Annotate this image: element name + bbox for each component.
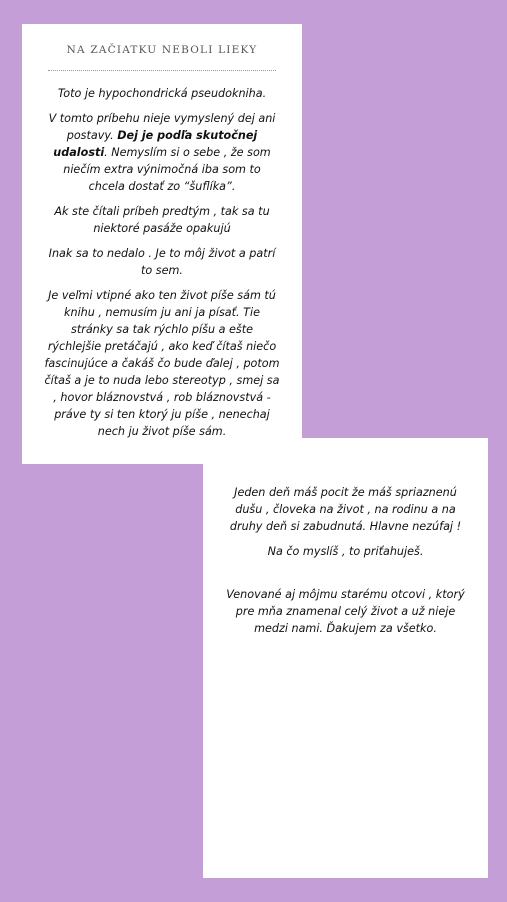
paragraph-repeat: Ak ste čítali príbeh predtým , tak sa tu niektoré pasáže opakujú bbox=[54, 205, 270, 235]
paragraph-story bbox=[44, 110, 280, 195]
paragraph-dedication: Venované aj môjmu starému otcovi , ktorý pre mňa znamenal celý život a už nieje medzi nami. Ďakujem za všetko. bbox=[226, 588, 465, 635]
paragraph-life: Inak sa to nedalo . Je to môj život a patrí to sem. bbox=[48, 247, 276, 277]
paragraph-intro: Toto je hypochondrická pseudokniha. bbox=[57, 87, 267, 100]
paragraph-funny: Je veľmi vtipné ako ten život píše sám tú knihu , nemusím ju ani ja písať. Tie stránky sa tak rýchlo píšu a ešte rýchlejšie pretáčajú , ako keď čítaš niečo fascinujúce a čakáš čo bude ďalej , potom čítaš a je to nuda lebo stereotyp , smej sa , hovor bláznovstvá , rob bláznovstvá - práve ty si ten ktorý ju píše , nenechaj nech ju život píše sám. bbox=[44, 289, 280, 438]
paragraph-story-start: V tomto príbehu nieje vymyslený dej ani postavy. bbox=[48, 112, 276, 142]
chapter-title: NA ZAČIATKU NEBOLI LIEKY bbox=[66, 44, 258, 56]
paragraph-story-bold: Dej je podľa skutočnej udalosti bbox=[53, 129, 258, 159]
paragraph-soulmate: Jeden deň máš pocit že máš spriaznenú dušu , človeka na život , na rodinu a na druhy deň si zabudnutá. Hlavne nezúfaj ! bbox=[229, 486, 462, 533]
top-page-card bbox=[22, 24, 302, 464]
paragraph-story-end: . Nemyslím si o sebe , že som niečím extra výnimočná iba som to chcela dostať zo “šuflíka”. bbox=[63, 146, 271, 193]
bottom-page-card bbox=[203, 438, 488, 878]
spacer bbox=[221, 568, 470, 586]
dotted-divider bbox=[48, 70, 276, 71]
paragraph-attract: Na čo myslíš , to priťahuješ. bbox=[267, 545, 424, 558]
